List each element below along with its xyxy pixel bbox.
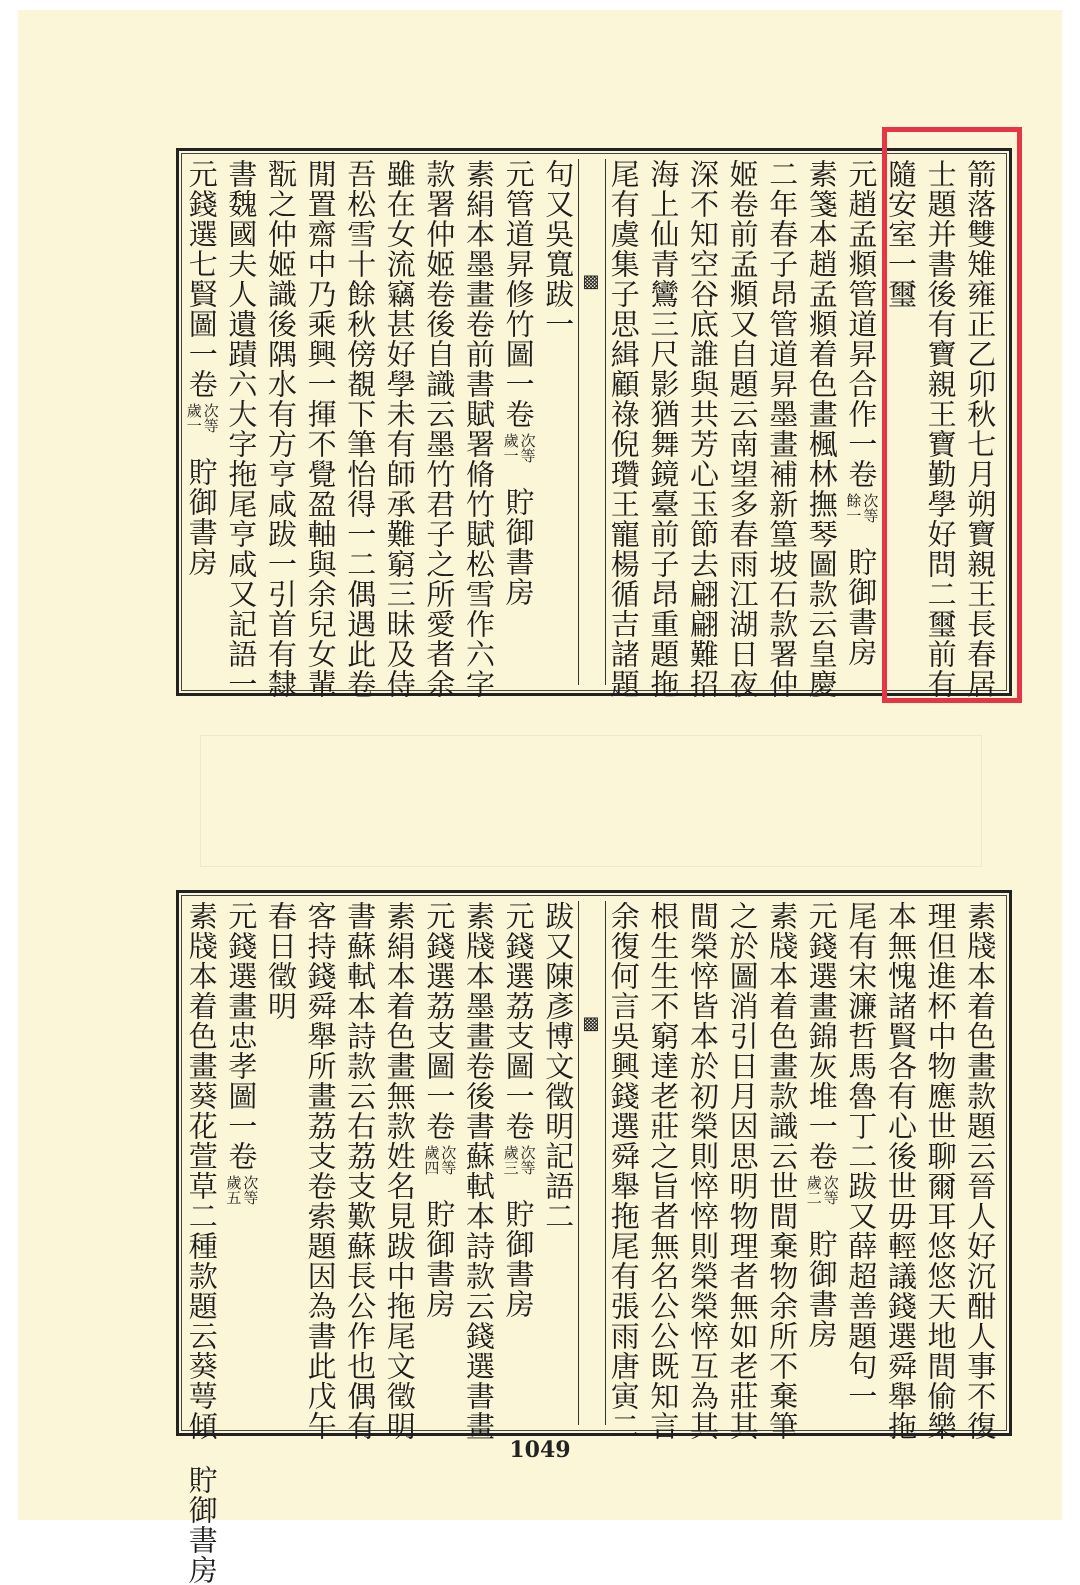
text-line: 書蘇軾本詩款云右荔支歎蘇長公作也偶有 xyxy=(343,901,378,1441)
text-column xyxy=(460,901,498,1441)
annotation-note: 歲二 xyxy=(804,1175,823,1205)
text-column xyxy=(500,159,538,685)
page-number: 1049 xyxy=(509,1437,571,1463)
text-column xyxy=(803,159,841,699)
annotation-note: 歲一 xyxy=(501,433,520,463)
annotation-note: 歲五 xyxy=(224,1175,243,1205)
text-line: 本無愧諸賢各有心後世毋輕議錢選舜舉拖 xyxy=(884,901,918,1441)
text-line: 素牋本着色畫葵花萱草二種款題云葵萼傾 xyxy=(184,901,219,1441)
text-line: 素牋本着色畫款識云世間棄物余所不棄筆 xyxy=(765,901,800,1441)
text-line: 余復何言吳興錢選舜舉拖尾有張雨唐寅二 xyxy=(606,901,641,1441)
text-column xyxy=(644,159,682,699)
text-line: 貯御書房 xyxy=(501,1199,536,1319)
text-column xyxy=(684,159,722,699)
text-column xyxy=(222,159,260,699)
text-column xyxy=(302,901,340,1441)
text-line: 春日徵明 xyxy=(264,901,298,1021)
double-line-note xyxy=(224,1173,258,1205)
text-line: 素牋本墨畫卷後書蘇軾本詩款云錢選書畫 xyxy=(462,901,496,1441)
text-line: 貯御書房 xyxy=(422,1199,457,1319)
text-column xyxy=(763,901,801,1441)
annotation-note: 次等 xyxy=(201,403,220,433)
text-line: 士題并書後有寶親王寶勤學好問二璽前有 xyxy=(923,159,958,699)
text-column xyxy=(381,159,419,699)
text-column xyxy=(381,901,419,1441)
text-column xyxy=(262,901,300,1425)
text-line: 貯御書房 xyxy=(501,487,536,607)
text-column xyxy=(644,901,682,1441)
text-line: 句又吳寬跋一 xyxy=(541,159,576,339)
text-column xyxy=(500,901,538,1425)
text-column xyxy=(961,901,999,1441)
center-fold-column xyxy=(578,159,606,685)
text-line: 尾有宋濂哲馬魯丁二跋又薛超善題句一 xyxy=(844,901,879,1411)
fishtail-mark-icon: ▩ xyxy=(582,271,600,292)
text-column xyxy=(605,901,643,1441)
fishtail-mark-icon: ▩ xyxy=(582,1013,600,1034)
text-line: 素箋本趙孟頫着色畫楓林撫琴圖款云皇慶 xyxy=(804,159,839,699)
text-column xyxy=(460,159,498,699)
text-line: 素絹本墨畫卷前書賦署脩竹賦松雪作六字 xyxy=(462,159,496,699)
text-line: 貯御書房 xyxy=(804,1229,839,1349)
text-line: 二年春子昂管道昇墨畫補新篁坡石款署仲 xyxy=(765,159,800,699)
text-line: 元錢選畫忠孝圖一卷 xyxy=(224,901,259,1171)
text-line: 元錢選畫錦灰堆一卷 xyxy=(804,901,839,1171)
text-line: 元趙孟頫管道昇合作一卷 xyxy=(844,159,879,489)
text-line: 貯御書房 xyxy=(184,1465,219,1585)
text-line: 深不知空谷底誰與共芳心玉節去翩翩難招 xyxy=(686,159,720,699)
text-line: 元錢選荔支圖一卷 xyxy=(422,901,457,1141)
text-column xyxy=(539,159,577,685)
text-line: 間榮悴皆本於初榮則悴悴則榮榮悴互為其 xyxy=(686,901,720,1441)
text-column xyxy=(262,159,300,699)
double-line-note xyxy=(502,1143,536,1175)
text-line: 元錢選荔支圖一卷 xyxy=(501,901,536,1141)
text-column xyxy=(420,159,458,699)
text-column xyxy=(183,901,221,1585)
text-column xyxy=(183,159,221,685)
double-line-note xyxy=(502,431,536,463)
text-column xyxy=(842,901,880,1425)
annotation-note: 歲四 xyxy=(422,1145,441,1175)
text-line: 元錢選七賢圖一卷 xyxy=(184,159,219,399)
annotation-note: 次等 xyxy=(821,1175,840,1205)
double-line-note xyxy=(844,491,878,523)
text-line: 根生生不窮達老莊之旨者無名公公既知言 xyxy=(646,901,681,1441)
text-line: 吾松雪十餘秋傍覩下筆怡得一二偶遇此卷 xyxy=(343,159,378,699)
annotation-note: 次等 xyxy=(241,1175,260,1205)
text-column xyxy=(724,159,762,699)
text-line: 尾有虞集子思緝顧祿倪瓚王寵楊循吉諸題 xyxy=(606,159,641,699)
text-column xyxy=(222,901,260,1425)
text-line: 隨安室一璽 xyxy=(884,159,918,309)
text-column xyxy=(763,159,801,699)
text-line: 海上仙青鸞三尺影猶舞鏡臺前子昂重題拖 xyxy=(646,159,681,699)
annotation-note: 歲三 xyxy=(501,1145,520,1175)
text-line: 翫之仲姬識後隅水有方亨咸跋一引首有隸 xyxy=(264,159,298,699)
text-column xyxy=(882,901,920,1441)
text-line: 貯御書房 xyxy=(184,457,219,577)
text-line: 姬卷前孟頫又自題云南望多春雨江湖日夜 xyxy=(725,159,760,699)
text-line: 素絹本着色畫無款姓名見跋中拖尾文徵明 xyxy=(382,901,417,1441)
text-column xyxy=(420,901,458,1425)
text-column xyxy=(605,159,643,699)
text-line: 書魏國夫人遺蹟六大字拖尾亨咸又記語一 xyxy=(224,159,259,699)
text-line: 元管道昇修竹圖一卷 xyxy=(501,159,536,429)
text-line: 箭落雙雉雍正乙卯秋七月朔寶親王長春居 xyxy=(963,159,998,699)
double-line-note xyxy=(185,401,219,433)
annotation-note: 次等 xyxy=(439,1145,458,1175)
double-line-note xyxy=(805,1173,839,1205)
text-column xyxy=(724,901,762,1441)
show-through-frame xyxy=(200,735,982,867)
center-fold-column xyxy=(578,901,606,1425)
text-line: 素牋本着色畫款題云晉人好沉酣人事不復 xyxy=(963,901,998,1441)
text-column xyxy=(842,159,880,685)
annotation-note: 次等 xyxy=(518,433,537,463)
annotation-note: 次等 xyxy=(861,493,880,523)
annotation-note: 餘一 xyxy=(844,493,863,523)
text-line: 貯御書房 xyxy=(844,547,879,667)
text-line: 客持錢舜舉所畫荔支卷索題因為書此戊午 xyxy=(303,901,338,1441)
text-line: 雖在女流竊甚好學未有師承難窮三昧及侍 xyxy=(382,159,417,699)
annotation-note: 歲一 xyxy=(184,403,203,433)
annotation-note: 次等 xyxy=(518,1145,537,1175)
text-column xyxy=(341,159,379,699)
double-line-note xyxy=(422,1143,456,1175)
text-column xyxy=(684,901,722,1441)
text-column xyxy=(341,901,379,1441)
text-column xyxy=(922,901,960,1441)
text-column xyxy=(803,901,841,1425)
text-line: 款署仲姬卷後自識云墨竹君子之所愛者余 xyxy=(422,159,457,699)
highlight-box xyxy=(882,127,1022,703)
text-line: 之於圖消引日月因思明物理者無如老莊其 xyxy=(725,901,760,1441)
text-line: 閒置齋中乃乘興一揮不覺盈軸與余兒女輩 xyxy=(303,159,338,699)
text-line: 理但進杯中物應世聊爾耳悠悠天地間偷樂 xyxy=(923,901,958,1441)
text-column xyxy=(302,159,340,699)
text-column xyxy=(539,901,577,1425)
text-line: 跋又陳彥博文徵明記語二 xyxy=(541,901,576,1231)
